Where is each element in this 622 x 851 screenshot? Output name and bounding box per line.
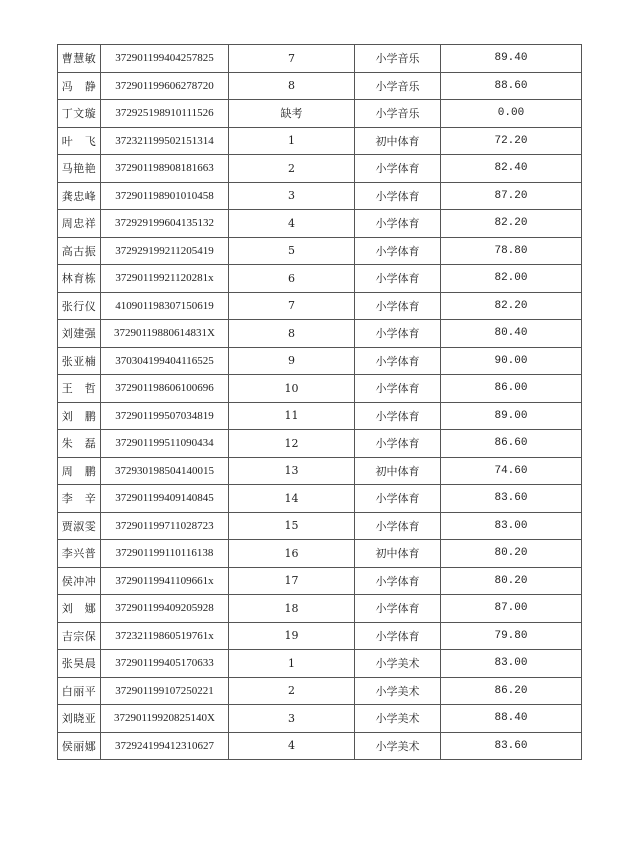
candidate-name-cell: 周 鹏 bbox=[58, 457, 101, 485]
table-row bbox=[58, 265, 582, 293]
candidate-name-cell: 冯 静 bbox=[58, 72, 101, 100]
sequence-cell: 7 bbox=[229, 45, 355, 73]
table-row bbox=[58, 320, 582, 348]
id-number-cell: 372901199507034819 bbox=[101, 402, 229, 430]
candidate-name-cell: 龚忠峰 bbox=[58, 182, 101, 210]
table-row bbox=[58, 430, 582, 458]
id-number-cell: 372925198910111526 bbox=[101, 100, 229, 128]
sequence-cell: 8 bbox=[229, 72, 355, 100]
candidate-name-cell: 侯冲冲 bbox=[58, 567, 101, 595]
sequence-cell: 4 bbox=[229, 732, 355, 760]
candidate-name-cell: 刘 娜 bbox=[58, 595, 101, 623]
candidate-name-cell: 贾淑雯 bbox=[58, 512, 101, 540]
sequence-cell: 5 bbox=[229, 237, 355, 265]
score-cell: 83.00 bbox=[441, 512, 582, 540]
candidate-name-cell: 叶 飞 bbox=[58, 127, 101, 155]
subject-cell: 小学美术 bbox=[355, 650, 441, 678]
sequence-cell: 14 bbox=[229, 485, 355, 513]
id-number-cell: 372929199211205419 bbox=[101, 237, 229, 265]
sequence-cell: 1 bbox=[229, 650, 355, 678]
table-row bbox=[58, 237, 582, 265]
table-row bbox=[58, 595, 582, 623]
table-row bbox=[58, 650, 582, 678]
candidate-name-cell: 曹慧敏 bbox=[58, 45, 101, 73]
subject-cell: 小学美术 bbox=[355, 705, 441, 733]
score-cell: 82.00 bbox=[441, 265, 582, 293]
table-row bbox=[58, 402, 582, 430]
sequence-cell: 1 bbox=[229, 127, 355, 155]
id-number-cell: 372901199110116138 bbox=[101, 540, 229, 568]
id-number-cell: 372901199409140845 bbox=[101, 485, 229, 513]
subject-cell: 小学体育 bbox=[355, 265, 441, 293]
score-table bbox=[57, 44, 582, 760]
candidate-name-cell: 马艳艳 bbox=[58, 155, 101, 183]
candidate-name-cell: 张亚楠 bbox=[58, 347, 101, 375]
id-number-cell: 37290119920825140X bbox=[101, 705, 229, 733]
id-number-cell: 372901199107250221 bbox=[101, 677, 229, 705]
subject-cell: 初中体育 bbox=[355, 457, 441, 485]
candidate-name-cell: 周忠祥 bbox=[58, 210, 101, 238]
subject-cell: 小学音乐 bbox=[355, 72, 441, 100]
table-row bbox=[58, 485, 582, 513]
sequence-cell: 17 bbox=[229, 567, 355, 595]
table-row bbox=[58, 457, 582, 485]
candidate-name-cell: 张昊晨 bbox=[58, 650, 101, 678]
sequence-cell: 9 bbox=[229, 347, 355, 375]
score-cell: 0.00 bbox=[441, 100, 582, 128]
score-cell: 90.00 bbox=[441, 347, 582, 375]
table-row bbox=[58, 100, 582, 128]
score-cell: 82.20 bbox=[441, 210, 582, 238]
id-number-cell: 372924199412310627 bbox=[101, 732, 229, 760]
score-cell: 80.20 bbox=[441, 540, 582, 568]
score-cell: 82.20 bbox=[441, 292, 582, 320]
score-cell: 80.40 bbox=[441, 320, 582, 348]
candidate-name-cell: 白丽平 bbox=[58, 677, 101, 705]
id-number-cell: 372901199404257825 bbox=[101, 45, 229, 73]
score-cell: 79.80 bbox=[441, 622, 582, 650]
subject-cell: 小学体育 bbox=[355, 512, 441, 540]
sequence-cell: 4 bbox=[229, 210, 355, 238]
id-number-cell: 370304199404116525 bbox=[101, 347, 229, 375]
table-row bbox=[58, 375, 582, 403]
score-cell: 78.80 bbox=[441, 237, 582, 265]
subject-cell: 小学音乐 bbox=[355, 100, 441, 128]
subject-cell: 小学体育 bbox=[355, 347, 441, 375]
subject-cell: 小学体育 bbox=[355, 567, 441, 595]
subject-cell: 小学体育 bbox=[355, 320, 441, 348]
id-number-cell: 372929199604135132 bbox=[101, 210, 229, 238]
table-row bbox=[58, 347, 582, 375]
table-row bbox=[58, 567, 582, 595]
sequence-cell: 19 bbox=[229, 622, 355, 650]
sequence-cell: 2 bbox=[229, 677, 355, 705]
subject-cell: 小学体育 bbox=[355, 375, 441, 403]
id-number-cell: 372901198908181663 bbox=[101, 155, 229, 183]
score-cell: 87.20 bbox=[441, 182, 582, 210]
table-row bbox=[58, 622, 582, 650]
table-row bbox=[58, 210, 582, 238]
candidate-name-cell: 朱 磊 bbox=[58, 430, 101, 458]
table-row bbox=[58, 732, 582, 760]
score-cell: 86.00 bbox=[441, 375, 582, 403]
subject-cell: 小学美术 bbox=[355, 732, 441, 760]
score-cell: 88.60 bbox=[441, 72, 582, 100]
subject-cell: 初中体育 bbox=[355, 127, 441, 155]
candidate-name-cell: 吉宗保 bbox=[58, 622, 101, 650]
score-cell: 88.40 bbox=[441, 705, 582, 733]
sequence-cell: 2 bbox=[229, 155, 355, 183]
sequence-cell: 16 bbox=[229, 540, 355, 568]
subject-cell: 小学体育 bbox=[355, 402, 441, 430]
id-number-cell: 372901199511090434 bbox=[101, 430, 229, 458]
subject-cell: 小学体育 bbox=[355, 182, 441, 210]
score-cell: 89.40 bbox=[441, 45, 582, 73]
score-cell: 74.60 bbox=[441, 457, 582, 485]
table-row bbox=[58, 512, 582, 540]
subject-cell: 小学体育 bbox=[355, 485, 441, 513]
subject-cell: 小学体育 bbox=[355, 155, 441, 183]
sequence-cell: 6 bbox=[229, 265, 355, 293]
subject-cell: 小学体育 bbox=[355, 292, 441, 320]
subject-cell: 小学体育 bbox=[355, 622, 441, 650]
score-cell: 89.00 bbox=[441, 402, 582, 430]
id-number-cell: 372321199502151314 bbox=[101, 127, 229, 155]
id-number-cell: 372901198606100696 bbox=[101, 375, 229, 403]
table-row bbox=[58, 182, 582, 210]
score-cell: 82.40 bbox=[441, 155, 582, 183]
score-cell: 83.00 bbox=[441, 650, 582, 678]
id-number-cell: 372930198504140015 bbox=[101, 457, 229, 485]
sequence-cell: 10 bbox=[229, 375, 355, 403]
candidate-name-cell: 侯丽娜 bbox=[58, 732, 101, 760]
id-number-cell: 372901198901010458 bbox=[101, 182, 229, 210]
subject-cell: 小学体育 bbox=[355, 595, 441, 623]
table-row bbox=[58, 127, 582, 155]
candidate-name-cell: 张行仪 bbox=[58, 292, 101, 320]
table-row bbox=[58, 45, 582, 73]
id-number-cell: 37232119860519761x bbox=[101, 622, 229, 650]
id-number-cell: 372901199405170633 bbox=[101, 650, 229, 678]
subject-cell: 小学体育 bbox=[355, 237, 441, 265]
sequence-cell: 8 bbox=[229, 320, 355, 348]
sequence-cell: 3 bbox=[229, 182, 355, 210]
candidate-name-cell: 丁文璇 bbox=[58, 100, 101, 128]
candidate-name-cell: 刘建强 bbox=[58, 320, 101, 348]
candidate-name-cell: 李兴普 bbox=[58, 540, 101, 568]
id-number-cell: 372901199409205928 bbox=[101, 595, 229, 623]
sequence-cell: 3 bbox=[229, 705, 355, 733]
sequence-cell: 15 bbox=[229, 512, 355, 540]
table-row bbox=[58, 155, 582, 183]
score-cell: 80.20 bbox=[441, 567, 582, 595]
score-cell: 87.00 bbox=[441, 595, 582, 623]
id-number-cell: 37290119880614831X bbox=[101, 320, 229, 348]
sequence-cell: 12 bbox=[229, 430, 355, 458]
candidate-name-cell: 林育栋 bbox=[58, 265, 101, 293]
table-row bbox=[58, 292, 582, 320]
sequence-cell: 7 bbox=[229, 292, 355, 320]
sequence-cell: 13 bbox=[229, 457, 355, 485]
candidate-name-cell: 刘 鹏 bbox=[58, 402, 101, 430]
score-cell: 86.60 bbox=[441, 430, 582, 458]
table-row bbox=[58, 72, 582, 100]
id-number-cell: 37290119921120281x bbox=[101, 265, 229, 293]
score-cell: 83.60 bbox=[441, 485, 582, 513]
candidate-name-cell: 李 辛 bbox=[58, 485, 101, 513]
candidate-name-cell: 王 哲 bbox=[58, 375, 101, 403]
table-row bbox=[58, 705, 582, 733]
id-number-cell: 372901199606278720 bbox=[101, 72, 229, 100]
score-table-body bbox=[58, 45, 582, 760]
table-row bbox=[58, 540, 582, 568]
subject-cell: 初中体育 bbox=[355, 540, 441, 568]
id-number-cell: 372901199711028723 bbox=[101, 512, 229, 540]
sequence-cell: 18 bbox=[229, 595, 355, 623]
score-cell: 72.20 bbox=[441, 127, 582, 155]
id-number-cell: 37290119941109661x bbox=[101, 567, 229, 595]
sequence-cell: 缺考 bbox=[229, 100, 355, 128]
score-cell: 83.60 bbox=[441, 732, 582, 760]
id-number-cell: 410901198307150619 bbox=[101, 292, 229, 320]
subject-cell: 小学音乐 bbox=[355, 45, 441, 73]
candidate-name-cell: 刘晓亚 bbox=[58, 705, 101, 733]
subject-cell: 小学美术 bbox=[355, 677, 441, 705]
candidate-name-cell: 高古振 bbox=[58, 237, 101, 265]
subject-cell: 小学体育 bbox=[355, 430, 441, 458]
score-cell: 86.20 bbox=[441, 677, 582, 705]
sequence-cell: 11 bbox=[229, 402, 355, 430]
table-row bbox=[58, 677, 582, 705]
subject-cell: 小学体育 bbox=[355, 210, 441, 238]
